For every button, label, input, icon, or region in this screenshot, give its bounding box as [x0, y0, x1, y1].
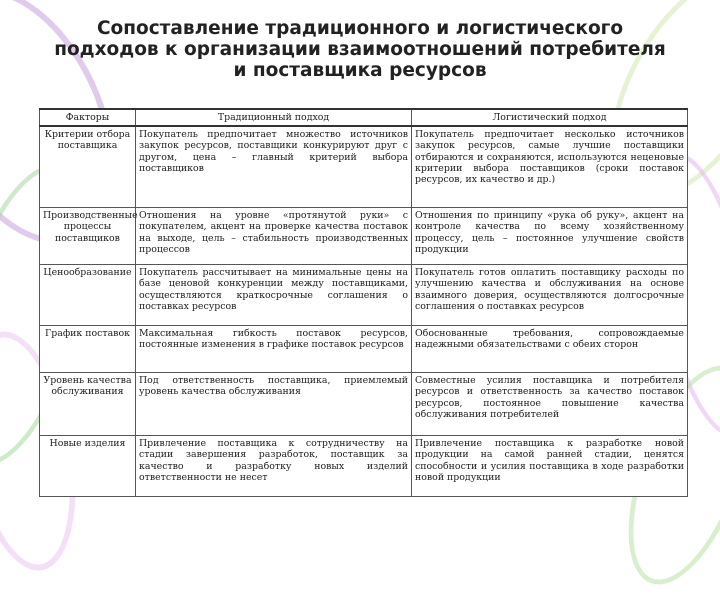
- comparison-table: [39, 108, 688, 497]
- table-row: [40, 326, 688, 373]
- table-row: [40, 436, 688, 497]
- factor-cell: Новые изделия: [40, 436, 136, 497]
- traditional-cell: Привлечение поставщика к сотрудничеству на стадии завершения разработок, поставщик за качество и разработку новых изделий ответственности не несет: [136, 436, 412, 497]
- factor-cell: График поставок: [40, 326, 136, 373]
- traditional-cell: Покупатель рассчитывает на минимальные цены на базе ценовой конкуренции между поставщиками, осуществляются краткосрочные соглашения о поставках ресурсов: [136, 265, 412, 326]
- slide-title: [20, 18, 700, 81]
- header-factors: Факторы: [40, 109, 136, 126]
- table-header-row: [40, 109, 688, 126]
- slide-title-line: Сопоставление традиционного и логистического: [96, 18, 624, 39]
- table-row: [40, 265, 688, 326]
- factor-cell: Ценообразование: [40, 265, 136, 326]
- factor-cell: Уровень качества обслуживания: [40, 373, 136, 436]
- traditional-cell: Покупатель предпочитает множество источников закупок ресурсов, поставщики конкурируют друг с другом, цена – главный критерий выбора поставщиков: [136, 126, 412, 208]
- factor-cell: Производственные процессы поставщиков: [40, 208, 136, 265]
- logistic-cell: Покупатель предпочитает несколько источников закупок ресурсов, самые лучшие поставщики отбираются и сохраняются, используются неценовые критерии выбора поставщиков (сроки поставок ресурсов, их качество и др.): [412, 126, 688, 208]
- header-traditional: Традиционный подход: [136, 109, 412, 126]
- logistic-cell: Обоснованные требования, сопровождаемые надежными обязательствами с обеих сторон: [412, 326, 688, 373]
- logistic-cell: Покупатель готов оплатить поставщику расходы по улучшению качества и обслуживания на основе взаимного доверия, осуществляются долгосрочные соглашения о поставках ресурсов: [412, 265, 688, 326]
- traditional-cell: Отношения на уровне «протянутой руки» с покупателем, акцент на проверке качества поставок на выходе, цель – стабильность производственных процессов: [136, 208, 412, 265]
- slide-title-line: подходов к организации взаимоотношений потребителя: [54, 39, 666, 60]
- table-row: [40, 373, 688, 436]
- factor-cell: Критерии отбора поставщика: [40, 126, 136, 208]
- slide-title-line: и поставщика ресурсов: [233, 60, 487, 81]
- logistic-cell: Отношения по принципу «рука об руку», акцент на контроле качества по всему хозяйственному процессу, цель – постоянное улучшение свойств продукции: [412, 208, 688, 265]
- header-logistic: Логистический подход: [412, 109, 688, 126]
- table-row: [40, 208, 688, 265]
- traditional-cell: Максимальная гибкость поставок ресурсов, постоянные изменения в графике поставок ресурсов: [136, 326, 412, 373]
- logistic-cell: Совместные усилия поставщика и потребителя ресурсов и ответственность за качество поставок ресурсов, постоянное повышение качества обслуживания потребителей: [412, 373, 688, 436]
- table-row: [40, 126, 688, 208]
- logistic-cell: Привлечение поставщика к разработке новой продукции на самой ранней стадии, ценятся способности и усилия поставщика в ходе разработки новой продукции: [412, 436, 688, 497]
- traditional-cell: Под ответственность поставщика, приемлемый уровень качества обслуживания: [136, 373, 412, 436]
